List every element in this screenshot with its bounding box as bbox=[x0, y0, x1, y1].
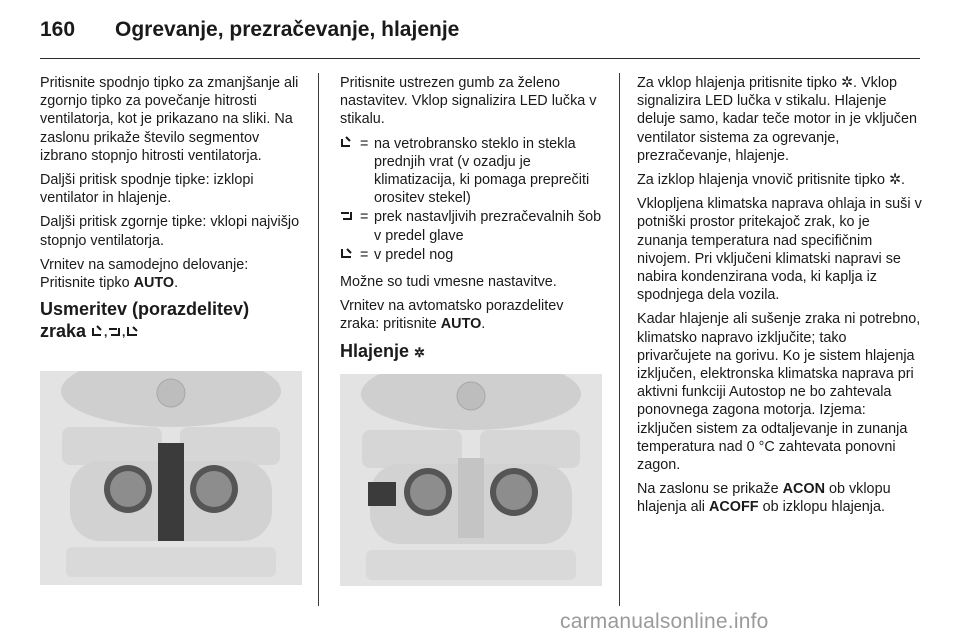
ac-snowflake-icon: ✲ bbox=[414, 344, 425, 360]
column-3 bbox=[637, 74, 923, 523]
climate-control-panel-illustration bbox=[340, 374, 602, 586]
paragraph: Kadar hlajenje ali sušenje zraka ni potrebno, klimatsko napravo izključite; tako privarčujete na gorivu. Ko je sistem hlajenja izključen, elektronska klimatska naprava pri aktivni funkciji Autostop ne bo zahtevala ponovnega zagona motorja. Izjema: izključen sistem za odtaljevanje in zunanja temperatura nad 0 °C zahtevata ponovni zagon. bbox=[637, 311, 921, 474]
definition-row: = na vetrobransko steklo in stekla prednjih vrat (v ozadju je klimatizacija, ki pomaga preprečiti orositev stekel) bbox=[340, 135, 602, 208]
section-heading-air-distribution: Usmeritev (porazdelitev) zraka , , bbox=[40, 299, 250, 342]
column-divider bbox=[619, 73, 620, 606]
acon-label: ACON bbox=[782, 481, 825, 498]
windscreen-vent-icon bbox=[340, 135, 360, 208]
section-heading-cooling: Hlajenje ✲ bbox=[340, 340, 602, 364]
paragraph: Daljši pritisk spodnje tipke: izklopi ventilator in hlajenje. bbox=[40, 172, 254, 207]
acoff-label: ACOFF bbox=[709, 499, 759, 516]
page-number: 160 bbox=[40, 18, 76, 41]
head-vent-icon bbox=[109, 328, 119, 335]
paragraph: Na zaslonu se prikaže ACON ob vklopu hlajenja ali ACOFF ob izklopu hlajenja. bbox=[637, 481, 891, 516]
foot-vent-icon bbox=[128, 327, 137, 335]
page-header bbox=[40, 12, 920, 52]
paragraph: Za vklop hlajenja pritisnite tipko ✲. Vklop signalizira LED lučka v stikalu. Hlajenje deluje samo, kadar teče motor in je vključen ventilator sistema za ogrevanje, prezračevanje, hlajenje. bbox=[637, 75, 917, 164]
paragraph: Pritisnite spodnjo tipko za zmanjšanje ali zgornjo tipko za povečanje hitrosti ventilatorja, kot je prikazano na sliki. Na zaslonu prikaže število segmentov izbrano stopnjo hitrosti ventilatorja. bbox=[40, 75, 299, 164]
paragraph: Vrnitev na samodejno delovanje: Pritisnite tipko AUTO. bbox=[40, 256, 249, 292]
column-2 bbox=[340, 74, 602, 376]
definition-row: = v predel nog bbox=[340, 246, 602, 265]
column-divider bbox=[318, 73, 319, 606]
header-rule bbox=[40, 58, 920, 59]
column-1 bbox=[40, 74, 306, 354]
windscreen-vent-icon bbox=[93, 326, 101, 335]
air-distribution-definitions bbox=[340, 135, 602, 265]
svg-text:,: , bbox=[122, 325, 126, 339]
paragraph: Možne so tudi vmesne nastavitve. bbox=[340, 274, 557, 291]
paragraph: Vrnitev na avtomatsko porazdelitev zraka: pritisnite AUTO. bbox=[340, 298, 564, 333]
definition-row: = prek nastavljivih prezračevalnih šob v predel glave bbox=[340, 208, 602, 244]
auto-key-label: AUTO bbox=[440, 316, 482, 333]
air-distribution-icons bbox=[91, 324, 147, 338]
head-vent-icon bbox=[340, 208, 360, 244]
svg-text:,: , bbox=[104, 325, 108, 339]
hvac-panel-image-fan bbox=[40, 371, 302, 585]
page-title: Ogrevanje, prezračevanje, hlajenje bbox=[115, 18, 460, 41]
paragraph: Vklopljena klimatska naprava ohlaja in suši v potniški prostor pritekajoč zrak, ko je zunanja temperatura nad specifičnim nivojem. Pri vključeni klimatski napravi se nabira kondenzirana voda, ki kaplja iz spodnjega dela vozila. bbox=[637, 196, 922, 304]
auto-key-label: AUTO bbox=[133, 275, 175, 292]
paragraph: Daljši pritisk zgornje tipke: vklopi najvišjo stopnjo ventilatorja. bbox=[40, 214, 300, 249]
paragraph: Za izklop hlajenja vnovič pritisnite tipko ✲. bbox=[637, 172, 906, 189]
climate-control-panel-illustration bbox=[40, 371, 302, 585]
hvac-panel-image-ac bbox=[340, 374, 602, 586]
watermark: carmanualsonline.info bbox=[560, 610, 769, 633]
paragraph: Pritisnite ustrezen gumb za želeno nastavitev. Vklop signalizira LED lučka v stikalu. bbox=[340, 75, 597, 128]
foot-vent-icon bbox=[340, 246, 360, 265]
